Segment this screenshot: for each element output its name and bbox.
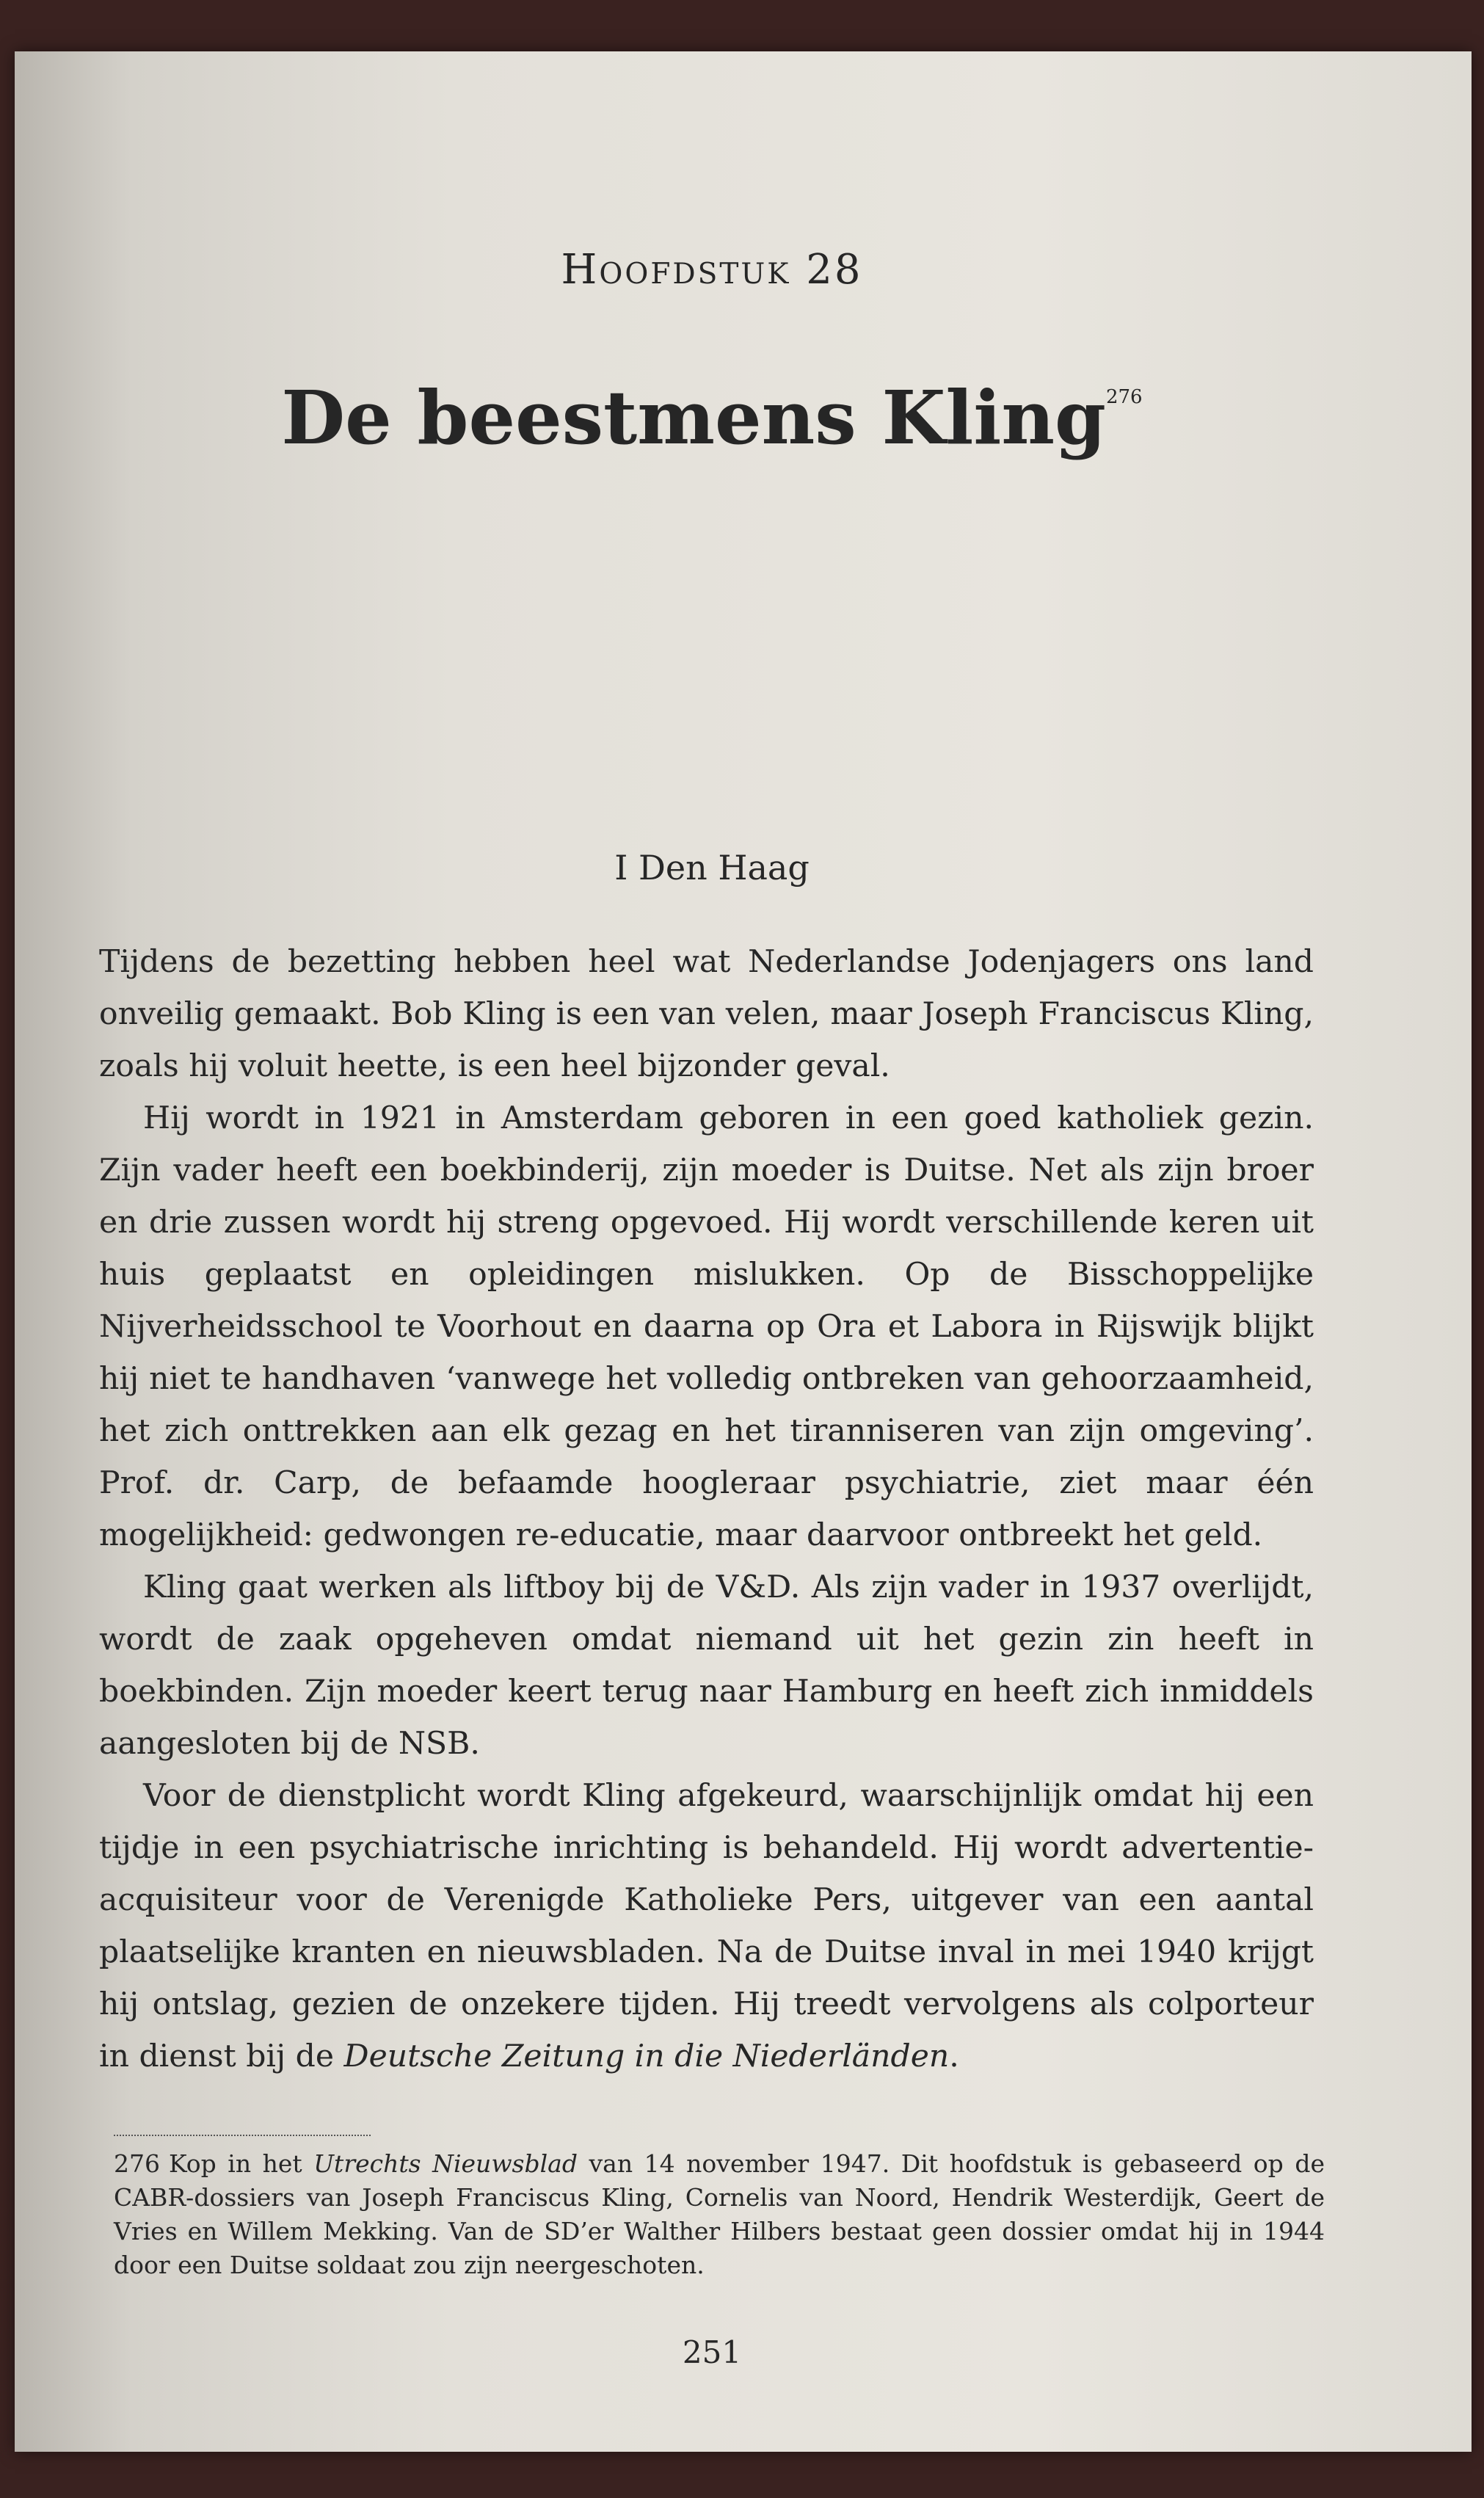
body-text bbox=[99, 936, 1314, 2083]
paragraph-4-end: . bbox=[949, 2038, 959, 2074]
footnote bbox=[114, 2147, 1325, 2282]
chapter-title-text: De beestmens Kling bbox=[281, 374, 1106, 461]
title-footnote-ref: 276 bbox=[1105, 386, 1143, 408]
chapter-label-text: Hoofdstuk 28 bbox=[561, 246, 863, 294]
paragraph-2: Hij wordt in 1921 in Amsterdam geboren in een goed katholiek gezin. Zijn vader heeft een boekbinderij, zijn moeder is Duitse. Net als zijn broer en drie zussen wordt hij streng opgevoed. Hij wordt verschillende keren uit huis geplaatst en opleidingen mislukken. Op de Bisschoppelijke Nijverheidsschool te Voorhout en daarna op Ora et Labora in Rijswijk blijkt hij niet te handhaven ‘vanwege het volledig ontbreken van gehoorzaamheid, het zich onttrekken aan elk gezag en het tiranniseren van zijn omgeving’. Prof. dr. Carp, de befaamde hoogleraar psychiatrie, ziet maar één mogelijkheid: gedwongen re-educatie, maar daarvoor ontbreekt het geld. bbox=[99, 1100, 1314, 1553]
footnote-number: 276 bbox=[114, 2149, 160, 2178]
paragraph-1: Tijdens de bezetting hebben heel wat Nederlandse Jodenjagers ons land onveilig gemaakt. Bob Kling is een van velen, maar Joseph Franciscus Kling, zoals hij voluit heette, is een heel bijzonder geval. bbox=[99, 944, 1314, 1084]
paragraph-4-text: Voor de dienstplicht wordt Kling afgekeurd, waarschijnlijk omdat hij een tijdje in een psychiatrische inrichting is behandeld. Hij wordt advertentie-acquisiteur voor de Verenigde Katholieke Pers, uitgever van een aantal plaatselijke kranten en nieuwsbladen. Na de Duitse inval in mei 1940 krijgt hij ontslag, gezien de onzekere tijden. Hij treedt vervolgens als colporteur in dienst bij de bbox=[99, 1778, 1314, 2074]
footnote-text-end: van 14 november 1947. Dit hoofdstuk is gebaseerd op de CABR-dossiers van Joseph Franciscus Kling, Cornelis van Noord, Hendrik Westerdijk, Geert de Vries en Willem Mekking. Van de SD’er Walther Hilbers bestaat geen dossier omdat hij in 1944 door een Duitse soldaat zou zijn neergeschoten. bbox=[114, 2149, 1325, 2279]
chapter-label bbox=[15, 246, 1409, 294]
page-number: 251 bbox=[682, 2334, 742, 2370]
chapter-title bbox=[15, 374, 1409, 461]
paragraph-3: Kling gaat werken als liftboy bij de V&D. Als zijn vader in 1937 overlijdt, wordt de zaak opgeheven omdat niemand uit het gezin zin heeft in boekbinden. Zijn moeder keert terug naar Hamburg en heeft zich inmiddels aangesloten bij de NSB. bbox=[99, 1569, 1314, 1762]
footnote-divider bbox=[114, 2135, 371, 2136]
paragraph-4 bbox=[99, 1770, 1314, 2083]
footnote-source-title: Utrechts Nieuwsblad bbox=[313, 2149, 578, 2178]
footnote-text-start: Kop in het bbox=[169, 2149, 314, 2178]
book-page bbox=[15, 51, 1472, 2452]
section-heading: I Den Haag bbox=[614, 848, 810, 887]
newspaper-title: Deutsche Zeitung in die Niederländen bbox=[343, 2038, 950, 2074]
